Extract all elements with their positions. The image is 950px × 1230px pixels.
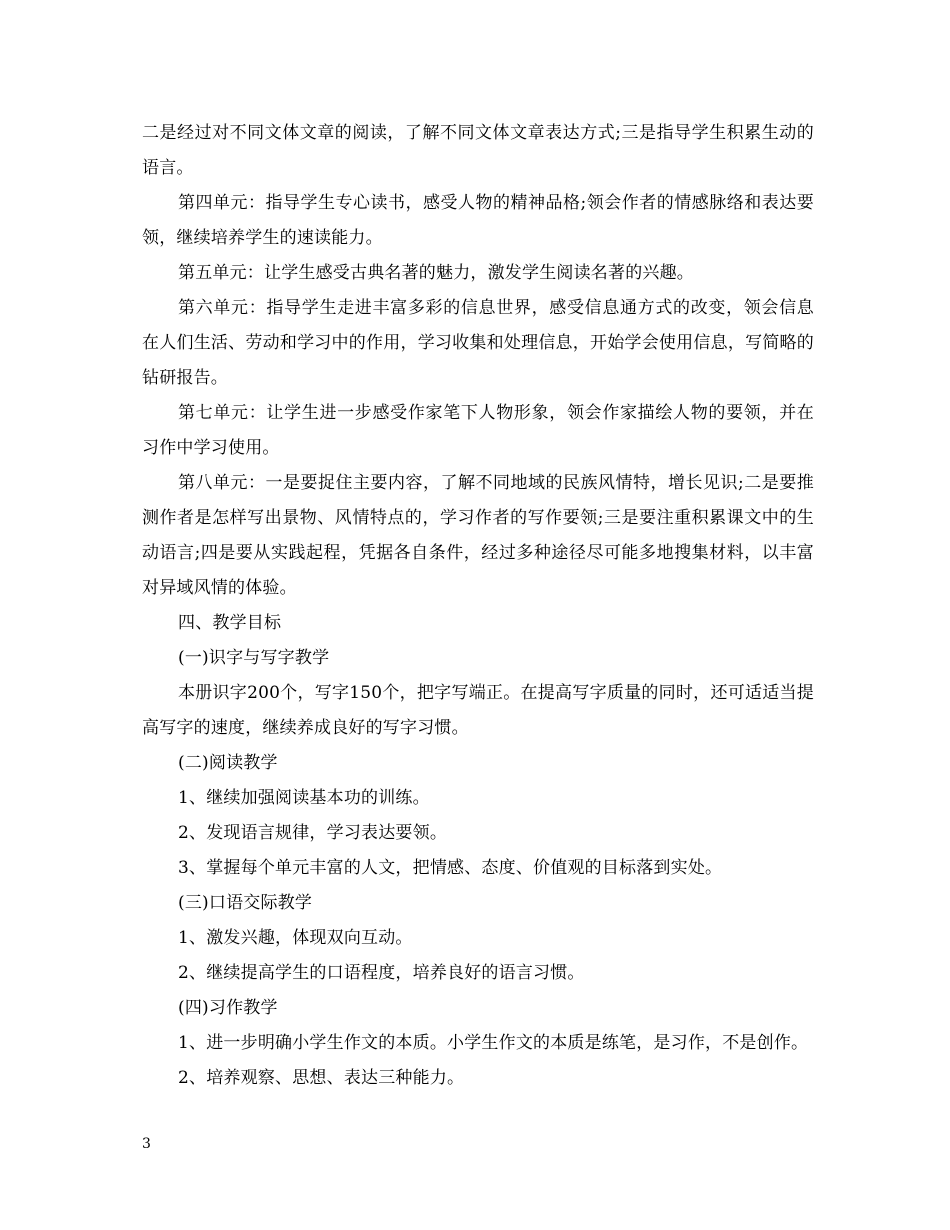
section-heading: 四、教学目标 — [178, 613, 282, 633]
subsection-heading: (一)识字与写字教学 — [178, 648, 330, 668]
list-item: 2、继续提高学生的口语程度，培养良好的语言习惯。 — [178, 963, 585, 983]
document-body — [142, 116, 814, 1096]
subsection-heading: (二)阅读教学 — [178, 753, 278, 773]
list-item: 2、发现语言规律，学习表达要领。 — [178, 823, 448, 843]
list-item: 3、掌握每个单元丰富的人文，把情感、态度、价值观的目标落到实处。 — [178, 858, 723, 878]
paragraph: 第八单元：一是要捉住主要内容，了解不同地域的民族风情特，增长见识;二是要推测作者是怎样写出景物、风情特点的，学习作者的写作要领;三是要注重积累课文中的生动语言;四是要从实践起程，凭据各自条件，经过多种途径尽可能多地搜集材料，以丰富对异域风情的体验。 — [142, 473, 814, 598]
paragraph: 二是经过对不同文体文章的阅读，了解不同文体文章表达方式;三是指导学生积累生动的语言。 — [142, 123, 814, 178]
paragraph: 第五单元：让学生感受古典名著的魅力，激发学生阅读名著的兴趣。 — [178, 263, 694, 283]
paragraph: 本册识字200个，写字150个，把字写端正。在提高写字质量的同时，还可适适当提高写字的速度，继续养成良好的写字习惯。 — [142, 683, 814, 738]
list-item: 1、继续加强阅读基本功的训练。 — [178, 788, 430, 808]
subsection-heading: (三)口语交际教学 — [178, 893, 313, 913]
subsection-heading: (四)习作教学 — [178, 998, 278, 1018]
page-number: 3 — [142, 1136, 151, 1152]
paragraph: 第六单元：指导学生走进丰富多彩的信息世界，感受信息通方式的改变，领会信息在人们生活、劳动和学习中的作用，学习收集和处理信息，开始学会使用信息，写简略的钻研报告。 — [142, 298, 814, 388]
list-item: 1、进一步明确小学生作文的本质。小学生作文的本质是练笔，是习作，不是创作。 — [178, 1033, 809, 1053]
paragraph: 第七单元：让学生进一步感受作家笔下人物形象，领会作家描绘人物的要领，并在习作中学习使用。 — [142, 403, 814, 458]
list-item: 2、培养观察、思想、表达三种能力。 — [178, 1068, 465, 1088]
paragraph: 第四单元：指导学生专心读书，感受人物的精神品格;领会作者的情感脉络和表达要领，继续培养学生的速读能力。 — [142, 193, 814, 248]
list-item: 1、激发兴趣，体现双向互动。 — [178, 928, 413, 948]
